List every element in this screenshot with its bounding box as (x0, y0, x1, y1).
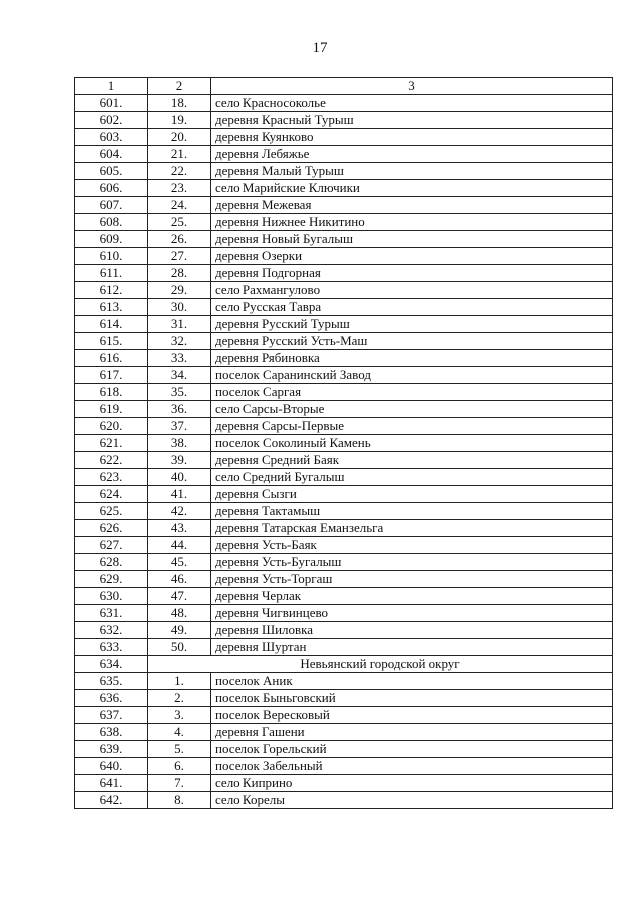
cell-settlement-name: поселок Саргая (211, 384, 613, 401)
cell-local-number: 25. (148, 214, 211, 231)
cell-settlement-name: село Марийские Ключики (211, 180, 613, 197)
cell-settlement-name: деревня Подгорная (211, 265, 613, 282)
cell-overall-number: 611. (75, 265, 148, 282)
cell-settlement-name: деревня Лебяжье (211, 146, 613, 163)
table-row (75, 588, 613, 605)
table-row (75, 690, 613, 707)
cell-local-number: 33. (148, 350, 211, 367)
cell-settlement-name: деревня Усть-Торгаш (211, 571, 613, 588)
cell-settlement-name: деревня Сарсы-Первые (211, 418, 613, 435)
table-row (75, 724, 613, 741)
cell-overall-number: 605. (75, 163, 148, 180)
cell-local-number: 49. (148, 622, 211, 639)
table-row (75, 112, 613, 129)
cell-settlement-name: поселок Горельский (211, 741, 613, 758)
table-row (75, 622, 613, 639)
cell-overall-number: 618. (75, 384, 148, 401)
cell-local-number: 30. (148, 299, 211, 316)
cell-settlement-name: деревня Шуртан (211, 639, 613, 656)
cell-local-number: 2. (148, 690, 211, 707)
cell-local-number: 45. (148, 554, 211, 571)
table-row (75, 265, 613, 282)
cell-local-number: 27. (148, 248, 211, 265)
header-col-3: 3 (211, 78, 613, 95)
table-row (75, 452, 613, 469)
cell-local-number: 42. (148, 503, 211, 520)
cell-local-number: 4. (148, 724, 211, 741)
cell-overall-number: 619. (75, 401, 148, 418)
table-header-row (75, 78, 613, 95)
cell-overall-number: 623. (75, 469, 148, 486)
cell-overall-number: 626. (75, 520, 148, 537)
table-row (75, 231, 613, 248)
settlements-table (74, 77, 613, 809)
cell-overall-number: 634. (75, 656, 148, 673)
cell-overall-number: 631. (75, 605, 148, 622)
cell-settlement-name: деревня Татарская Еманзельга (211, 520, 613, 537)
table-row (75, 571, 613, 588)
cell-overall-number: 630. (75, 588, 148, 605)
cell-overall-number: 612. (75, 282, 148, 299)
cell-settlement-name: село Корелы (211, 792, 613, 809)
cell-local-number: 32. (148, 333, 211, 350)
table-row (75, 299, 613, 316)
cell-overall-number: 642. (75, 792, 148, 809)
cell-local-number: 38. (148, 435, 211, 452)
cell-local-number: 48. (148, 605, 211, 622)
table-row (75, 129, 613, 146)
table-row (75, 605, 613, 622)
cell-overall-number: 639. (75, 741, 148, 758)
table-row (75, 707, 613, 724)
cell-overall-number: 613. (75, 299, 148, 316)
cell-local-number: 19. (148, 112, 211, 129)
cell-section-title: Невьянский городской округ (148, 656, 613, 673)
cell-local-number: 20. (148, 129, 211, 146)
table-row (75, 401, 613, 418)
cell-overall-number: 640. (75, 758, 148, 775)
cell-overall-number: 638. (75, 724, 148, 741)
cell-settlement-name: поселок Быньговский (211, 690, 613, 707)
cell-settlement-name: поселок Забельный (211, 758, 613, 775)
cell-settlement-name: село Рахмангулово (211, 282, 613, 299)
cell-local-number: 26. (148, 231, 211, 248)
cell-local-number: 50. (148, 639, 211, 656)
cell-local-number: 36. (148, 401, 211, 418)
table-row (75, 333, 613, 350)
table-row (75, 282, 613, 299)
cell-settlement-name: поселок Саранинский Завод (211, 367, 613, 384)
cell-settlement-name: деревня Гашени (211, 724, 613, 741)
cell-local-number: 47. (148, 588, 211, 605)
cell-overall-number: 609. (75, 231, 148, 248)
cell-local-number: 18. (148, 95, 211, 112)
cell-settlement-name: деревня Усть-Бугалыш (211, 554, 613, 571)
cell-local-number: 7. (148, 775, 211, 792)
table-row (75, 384, 613, 401)
table-row (75, 316, 613, 333)
table-section-row (75, 656, 613, 673)
cell-overall-number: 641. (75, 775, 148, 792)
cell-settlement-name: село Русская Тавра (211, 299, 613, 316)
cell-overall-number: 608. (75, 214, 148, 231)
cell-overall-number: 632. (75, 622, 148, 639)
table-row (75, 350, 613, 367)
cell-overall-number: 604. (75, 146, 148, 163)
cell-overall-number: 633. (75, 639, 148, 656)
cell-overall-number: 629. (75, 571, 148, 588)
cell-overall-number: 617. (75, 367, 148, 384)
cell-local-number: 44. (148, 537, 211, 554)
cell-local-number: 34. (148, 367, 211, 384)
settlements-table-body (75, 78, 613, 809)
table-row (75, 741, 613, 758)
cell-local-number: 46. (148, 571, 211, 588)
table-row (75, 520, 613, 537)
cell-settlement-name: поселок Соколиный Камень (211, 435, 613, 452)
header-col-1: 1 (75, 78, 148, 95)
cell-overall-number: 627. (75, 537, 148, 554)
table-row (75, 792, 613, 809)
cell-local-number: 24. (148, 197, 211, 214)
cell-settlement-name: деревня Рябиновка (211, 350, 613, 367)
cell-settlement-name: поселок Аник (211, 673, 613, 690)
cell-local-number: 29. (148, 282, 211, 299)
table-row (75, 758, 613, 775)
table-row (75, 554, 613, 571)
table-row (75, 214, 613, 231)
cell-overall-number: 620. (75, 418, 148, 435)
table-row (75, 146, 613, 163)
table-row (75, 469, 613, 486)
cell-overall-number: 616. (75, 350, 148, 367)
cell-local-number: 6. (148, 758, 211, 775)
cell-overall-number: 635. (75, 673, 148, 690)
cell-local-number: 35. (148, 384, 211, 401)
cell-overall-number: 622. (75, 452, 148, 469)
cell-settlement-name: деревня Новый Бугалыш (211, 231, 613, 248)
cell-local-number: 22. (148, 163, 211, 180)
cell-local-number: 39. (148, 452, 211, 469)
cell-local-number: 40. (148, 469, 211, 486)
cell-local-number: 1. (148, 673, 211, 690)
cell-settlement-name: деревня Черлак (211, 588, 613, 605)
table-row (75, 673, 613, 690)
cell-overall-number: 615. (75, 333, 148, 350)
cell-overall-number: 624. (75, 486, 148, 503)
cell-settlement-name: деревня Сызги (211, 486, 613, 503)
cell-settlement-name: деревня Нижнее Никитино (211, 214, 613, 231)
table-row (75, 180, 613, 197)
cell-settlement-name: деревня Красный Турыш (211, 112, 613, 129)
cell-local-number: 41. (148, 486, 211, 503)
cell-settlement-name: деревня Шиловка (211, 622, 613, 639)
cell-overall-number: 621. (75, 435, 148, 452)
table-row (75, 248, 613, 265)
cell-local-number: 5. (148, 741, 211, 758)
table-row (75, 163, 613, 180)
cell-overall-number: 601. (75, 95, 148, 112)
cell-local-number: 28. (148, 265, 211, 282)
page-number: 17 (312, 40, 328, 56)
cell-overall-number: 636. (75, 690, 148, 707)
cell-settlement-name: село Красносоколье (211, 95, 613, 112)
cell-settlement-name: деревня Тактамыш (211, 503, 613, 520)
cell-settlement-name: село Средний Бугалыш (211, 469, 613, 486)
cell-settlement-name: поселок Вересковый (211, 707, 613, 724)
cell-overall-number: 602. (75, 112, 148, 129)
table-row (75, 435, 613, 452)
cell-local-number: 37. (148, 418, 211, 435)
header-col-2: 2 (148, 78, 211, 95)
table-row (75, 537, 613, 554)
cell-local-number: 8. (148, 792, 211, 809)
table-row (75, 197, 613, 214)
cell-overall-number: 625. (75, 503, 148, 520)
table-row (75, 775, 613, 792)
table-row (75, 639, 613, 656)
cell-overall-number: 606. (75, 180, 148, 197)
cell-overall-number: 637. (75, 707, 148, 724)
cell-settlement-name: деревня Усть-Баяк (211, 537, 613, 554)
cell-local-number: 43. (148, 520, 211, 537)
table-row (75, 95, 613, 112)
table-row (75, 367, 613, 384)
cell-local-number: 21. (148, 146, 211, 163)
cell-settlement-name: деревня Русский Усть-Маш (211, 333, 613, 350)
cell-settlement-name: деревня Межевая (211, 197, 613, 214)
table-row (75, 503, 613, 520)
cell-settlement-name: деревня Малый Турыш (211, 163, 613, 180)
cell-local-number: 23. (148, 180, 211, 197)
table-row (75, 486, 613, 503)
cell-overall-number: 607. (75, 197, 148, 214)
cell-local-number: 3. (148, 707, 211, 724)
cell-overall-number: 610. (75, 248, 148, 265)
cell-overall-number: 603. (75, 129, 148, 146)
cell-settlement-name: село Киприно (211, 775, 613, 792)
cell-overall-number: 628. (75, 554, 148, 571)
cell-settlement-name: деревня Чигвинцево (211, 605, 613, 622)
cell-settlement-name: деревня Средний Баяк (211, 452, 613, 469)
cell-overall-number: 614. (75, 316, 148, 333)
cell-settlement-name: село Сарсы-Вторые (211, 401, 613, 418)
cell-settlement-name: деревня Куянково (211, 129, 613, 146)
cell-settlement-name: деревня Озерки (211, 248, 613, 265)
cell-settlement-name: деревня Русский Турыш (211, 316, 613, 333)
cell-local-number: 31. (148, 316, 211, 333)
table-row (75, 418, 613, 435)
